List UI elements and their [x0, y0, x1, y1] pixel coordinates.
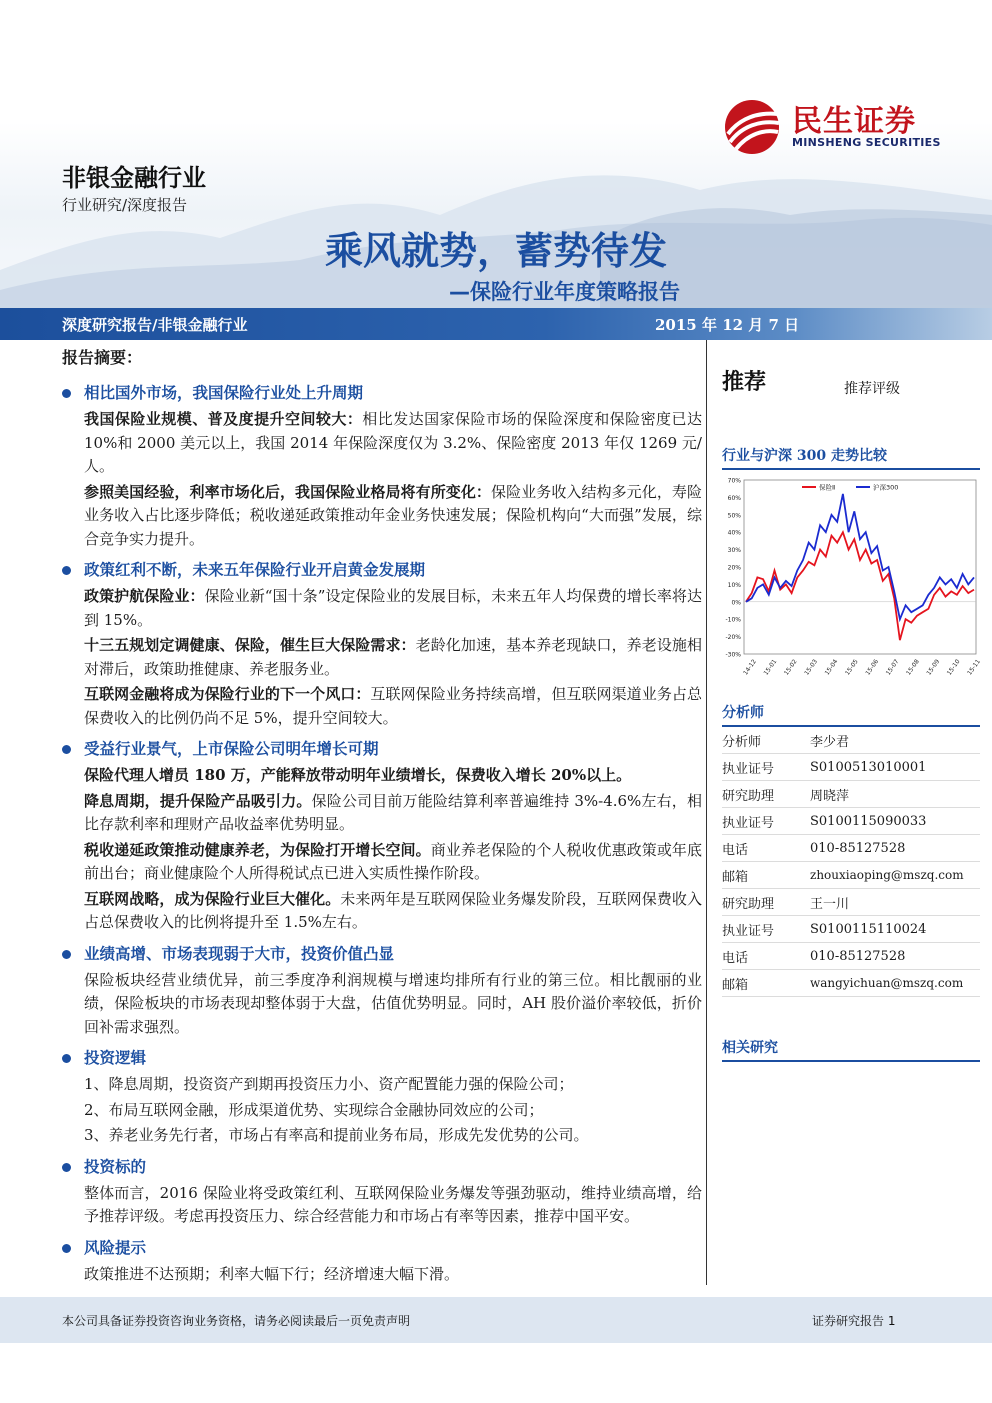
title-band	[0, 308, 992, 340]
section-heading	[62, 1235, 702, 1261]
chart-heading: 行业与沪深 300 走势比较	[722, 445, 980, 470]
section-heading	[62, 941, 702, 967]
brand-name-cn: 民生证券	[792, 104, 916, 139]
summary-section	[62, 557, 702, 730]
trend-chart-svg	[722, 474, 980, 694]
x-tick-label: 15-02	[782, 658, 799, 677]
analyst-row	[722, 943, 980, 970]
brand-logo	[722, 96, 952, 156]
bullet-dot-icon	[62, 566, 71, 575]
section-heading	[62, 380, 702, 406]
summary-title: 报告摘要：	[62, 348, 143, 367]
band-date: 2015 年 12 月 7 日	[655, 316, 800, 334]
bullet-dot-icon	[62, 1054, 71, 1063]
y-tick-label: 30%	[727, 547, 741, 555]
header-banner	[0, 0, 992, 305]
y-tick-label: -10%	[725, 616, 741, 624]
page-number: 证券研究报告 1	[812, 1314, 896, 1328]
analyst-field-value: 周晓萍	[810, 788, 850, 804]
x-tick-label: 15-10	[945, 658, 962, 677]
disclaimer-note: 本公司具备证券投资咨询业务资格，请务必阅读最后一页免责声明	[62, 1314, 411, 1328]
related-heading: 相关研究	[722, 1037, 980, 1062]
paragraph	[62, 764, 702, 788]
analyst-field-label: 电话	[722, 842, 749, 858]
y-tick-label: -20%	[725, 634, 741, 642]
minsheng-logo-icon	[722, 98, 782, 156]
paragraph-text: 保险业务收入结构多元化，寿险业务收入占比逐步降低；税收递延政策推动年金业务快速发展；保险机构向“大而强”发展，综合竞争实力提升。	[84, 482, 702, 548]
paragraph-lead: 我国保险业规模、普及度提升空间较大：	[84, 410, 363, 428]
analyst-field-value: 王一川	[810, 896, 850, 912]
analyst-field-label: 执业证号	[722, 815, 775, 831]
paragraph	[62, 969, 702, 1040]
paragraph-lead: 参照美国经验，利率市场化后，我国保险业格局将有所变化：	[84, 482, 492, 501]
x-tick-label: 15-05	[843, 658, 860, 677]
industry-label: 非银金融行业	[62, 164, 206, 192]
y-tick-label: 70%	[727, 477, 741, 485]
paragraph	[62, 790, 702, 837]
analyst-row	[722, 970, 980, 997]
analyst-row	[722, 754, 980, 781]
summary-section	[62, 1235, 702, 1287]
paragraph	[62, 585, 702, 632]
analyst-field-label: 邮箱	[722, 977, 749, 993]
analyst-field-value: 010-85127528	[810, 840, 906, 856]
x-tick-label: 15-08	[905, 658, 921, 677]
section-heading	[62, 736, 702, 762]
paragraph	[62, 481, 702, 552]
summary-section	[62, 736, 702, 935]
analyst-row	[722, 916, 980, 943]
paragraph	[62, 1073, 702, 1097]
footer	[0, 1297, 992, 1343]
section-heading-text: 受益行业景气，上市保险公司明年增长可期	[84, 739, 379, 758]
x-tick-label: 15-06	[864, 658, 881, 677]
paragraph-lead: 十三五规划定调健康、保险，催生巨大保险需求：	[84, 636, 416, 654]
report-type: 行业研究/深度报告	[62, 196, 188, 214]
y-tick-label: 10%	[727, 581, 741, 589]
paragraph-text: 2、布局互联网金融，形成渠道优势、实现综合金融协同效应的公司；	[84, 1100, 544, 1119]
x-tick-label: 15-01	[762, 658, 779, 677]
chart-plot-area	[744, 480, 976, 654]
brand-name-en: MINSHENG SECURITIES	[792, 136, 941, 149]
section-heading-text: 业绩高增、市场表现弱于大市，投资价值凸显	[84, 943, 395, 963]
section-heading-text: 投资逻辑	[84, 1048, 147, 1067]
summary-section	[62, 380, 702, 551]
paragraph	[62, 1099, 702, 1123]
paragraph-text: 保险板块经营业绩优异，前三季度净利润规模与增速均排所有行业的第三位。相比靓丽的业绩，保险板块的市场表现却整体弱于大盘，估值优势明显。同时，AH 股价溢价率较低，折价回补需求强烈。	[84, 970, 702, 1036]
paragraph	[62, 634, 702, 681]
analyst-row	[722, 808, 980, 835]
summary-section	[62, 1154, 702, 1229]
analyst-field-label: 执业证号	[722, 923, 775, 939]
bullet-dot-icon	[62, 1163, 71, 1172]
analyst-field-label: 分析师	[722, 734, 762, 750]
paragraph-text: 整体而言，2016 保险业将受政策红利、互联网保险业务爆发等强劲驱动，维持业绩高增，给予推荐评级。考虑再投资压力、综合经营能力和市场占有率等因素，推荐中国平安。	[84, 1183, 702, 1225]
sidebar	[722, 345, 980, 1062]
section-heading	[62, 1154, 702, 1180]
bullet-dot-icon	[62, 950, 71, 959]
bullet-dot-icon	[62, 745, 71, 754]
paragraph-text: 保险业新“国十条”设定保险业的发展目标，未来五年人均保费的增长率将达到 15%。	[84, 587, 702, 629]
y-tick-label: 0%	[731, 599, 741, 607]
summary-section	[62, 941, 702, 1040]
y-tick-label: 50%	[727, 512, 741, 520]
x-tick-label: 15-04	[823, 658, 840, 677]
analyst-field-value: S0100115110024	[810, 921, 927, 937]
analyst-row	[722, 889, 980, 916]
paragraph-text: 政策推进不达预期；利率大幅下行；经济增速大幅下滑。	[84, 1264, 460, 1283]
section-heading-text: 投资标的	[84, 1156, 147, 1176]
y-tick-label: 20%	[727, 564, 741, 572]
analyst-row	[722, 727, 980, 754]
paragraph-text: 互联网保险业务持续高增，但互联网渠道业务占总保费收入的比例仍尚不足 5%，提升空间较大。	[84, 685, 702, 727]
rating-value: 推荐	[722, 370, 767, 395]
paragraph-lead: 互联网金融将成为保险行业的下一个风口：	[84, 685, 371, 703]
analyst-field-label: 邮箱	[722, 869, 749, 885]
y-tick-label: -30%	[725, 651, 741, 659]
series-line-csi300	[746, 494, 974, 619]
report-subtitle: —保险行业年度策略报告	[449, 280, 680, 304]
analyst-row	[722, 862, 980, 889]
bullet-dot-icon	[62, 1244, 71, 1253]
x-tick-label: 15-07	[884, 658, 901, 677]
analyst-field-value: wangyichuan@mszq.com	[810, 976, 964, 990]
paragraph-text: 未来两年是互联网保险业务爆发阶段，互联网保费收入占总保费收入的比例将提升至 1.5%左右。	[84, 889, 702, 931]
paragraph-lead: 降息周期，提升保险产品吸引力。	[84, 791, 312, 810]
section-heading	[62, 1045, 702, 1071]
analyst-field-label: 电话	[722, 950, 749, 966]
analyst-field-label: 研究助理	[722, 788, 775, 804]
y-tick-label: 40%	[727, 529, 741, 537]
paragraph	[62, 1263, 702, 1287]
section-heading-text: 风险提示	[84, 1237, 147, 1257]
paragraph-text: 相比发达国家保险市场的保险深度和保险密度已达 10%和 2000 美元以上，我国 2014 年保险深度仅为 3.2%、保险密度 2013 年仅 1269 元/人。	[84, 410, 702, 475]
analyst-field-value: S0100513010001	[810, 759, 927, 775]
section-heading-text: 政策红利不断，未来五年保险行业开启黄金发展期	[84, 560, 426, 579]
summary-column	[62, 345, 702, 1288]
analyst-field-value: zhouxiaoping@mszq.com	[810, 868, 964, 882]
paragraph-text: 保险公司目前万能险结算利率普遍维持 3%-4.6%左右，相比存款利率和理财产品收益率优势明显。	[84, 791, 702, 833]
summary-section	[62, 1045, 702, 1148]
analyst-field-label: 研究助理	[722, 896, 775, 912]
paragraph	[62, 1182, 702, 1229]
column-divider	[706, 340, 707, 1285]
y-tick-label: 60%	[727, 494, 741, 502]
bullet-dot-icon	[62, 389, 71, 398]
paragraph-lead: 保险代理人增员 180 万，产能释放带动明年业绩增长，保费收入增长 20%以上。	[84, 766, 632, 784]
paragraph-text: 商业养老保险的个人税收优惠政策或年底前出台；商业健康险个人所得税试点已进入实质性操作阶段。	[84, 840, 702, 882]
x-tick-label: 15-03	[803, 658, 820, 677]
x-tick-label: 14-12	[742, 658, 758, 677]
report-title: 乘风就势，蓄势待发	[324, 229, 667, 273]
section-heading	[62, 557, 702, 583]
analyst-field-value: 010-85127528	[810, 948, 906, 964]
analyst-row	[722, 835, 980, 862]
paragraph	[62, 1124, 702, 1148]
rating-label: 推荐评级	[844, 381, 900, 397]
paragraph	[62, 683, 702, 730]
analyst-field-value: 李少君	[810, 734, 850, 750]
paragraph-lead: 互联网战略，成为保险行业巨大催化。	[84, 889, 341, 908]
legend-label: 保险Ⅱ	[819, 483, 836, 492]
legend-label: 沪深300	[873, 483, 899, 492]
analyst-field-label: 执业证号	[722, 761, 775, 777]
x-tick-label: 15-09	[925, 658, 942, 677]
paragraph-lead: 政策护航保险业：	[84, 587, 205, 605]
trend-chart	[722, 474, 980, 694]
paragraph	[62, 839, 702, 886]
analyst-row	[722, 781, 980, 808]
analyst-heading: 分析师	[722, 702, 980, 727]
paragraph	[62, 408, 702, 479]
paragraph-text: 3、养老业务先行者，市场占有率高和提前业务布局，形成先发优势的公司。	[84, 1126, 589, 1144]
paragraph-text: 老龄化加速，基本养老现缺口，养老设施相对滞后，政策助推健康、养老服务业。	[84, 636, 702, 678]
x-tick-label: 15-11	[966, 658, 982, 677]
paragraph-lead: 税收递延政策推动健康养老，为保险打开增长空间。	[84, 840, 431, 859]
analyst-field-value: S0100115090033	[810, 813, 927, 829]
analyst-table	[722, 727, 980, 997]
paragraph-text: 1、降息周期，投资资产到期再投资压力小、资产配置能力强的保险公司；	[84, 1075, 574, 1093]
paragraph	[62, 888, 702, 935]
band-category: 深度研究报告/非银金融行业	[62, 316, 248, 334]
section-heading-text: 相比国外市场，我国保险行业处上升周期	[84, 383, 364, 402]
summary-sections	[62, 380, 702, 1286]
rating-block	[722, 345, 980, 401]
